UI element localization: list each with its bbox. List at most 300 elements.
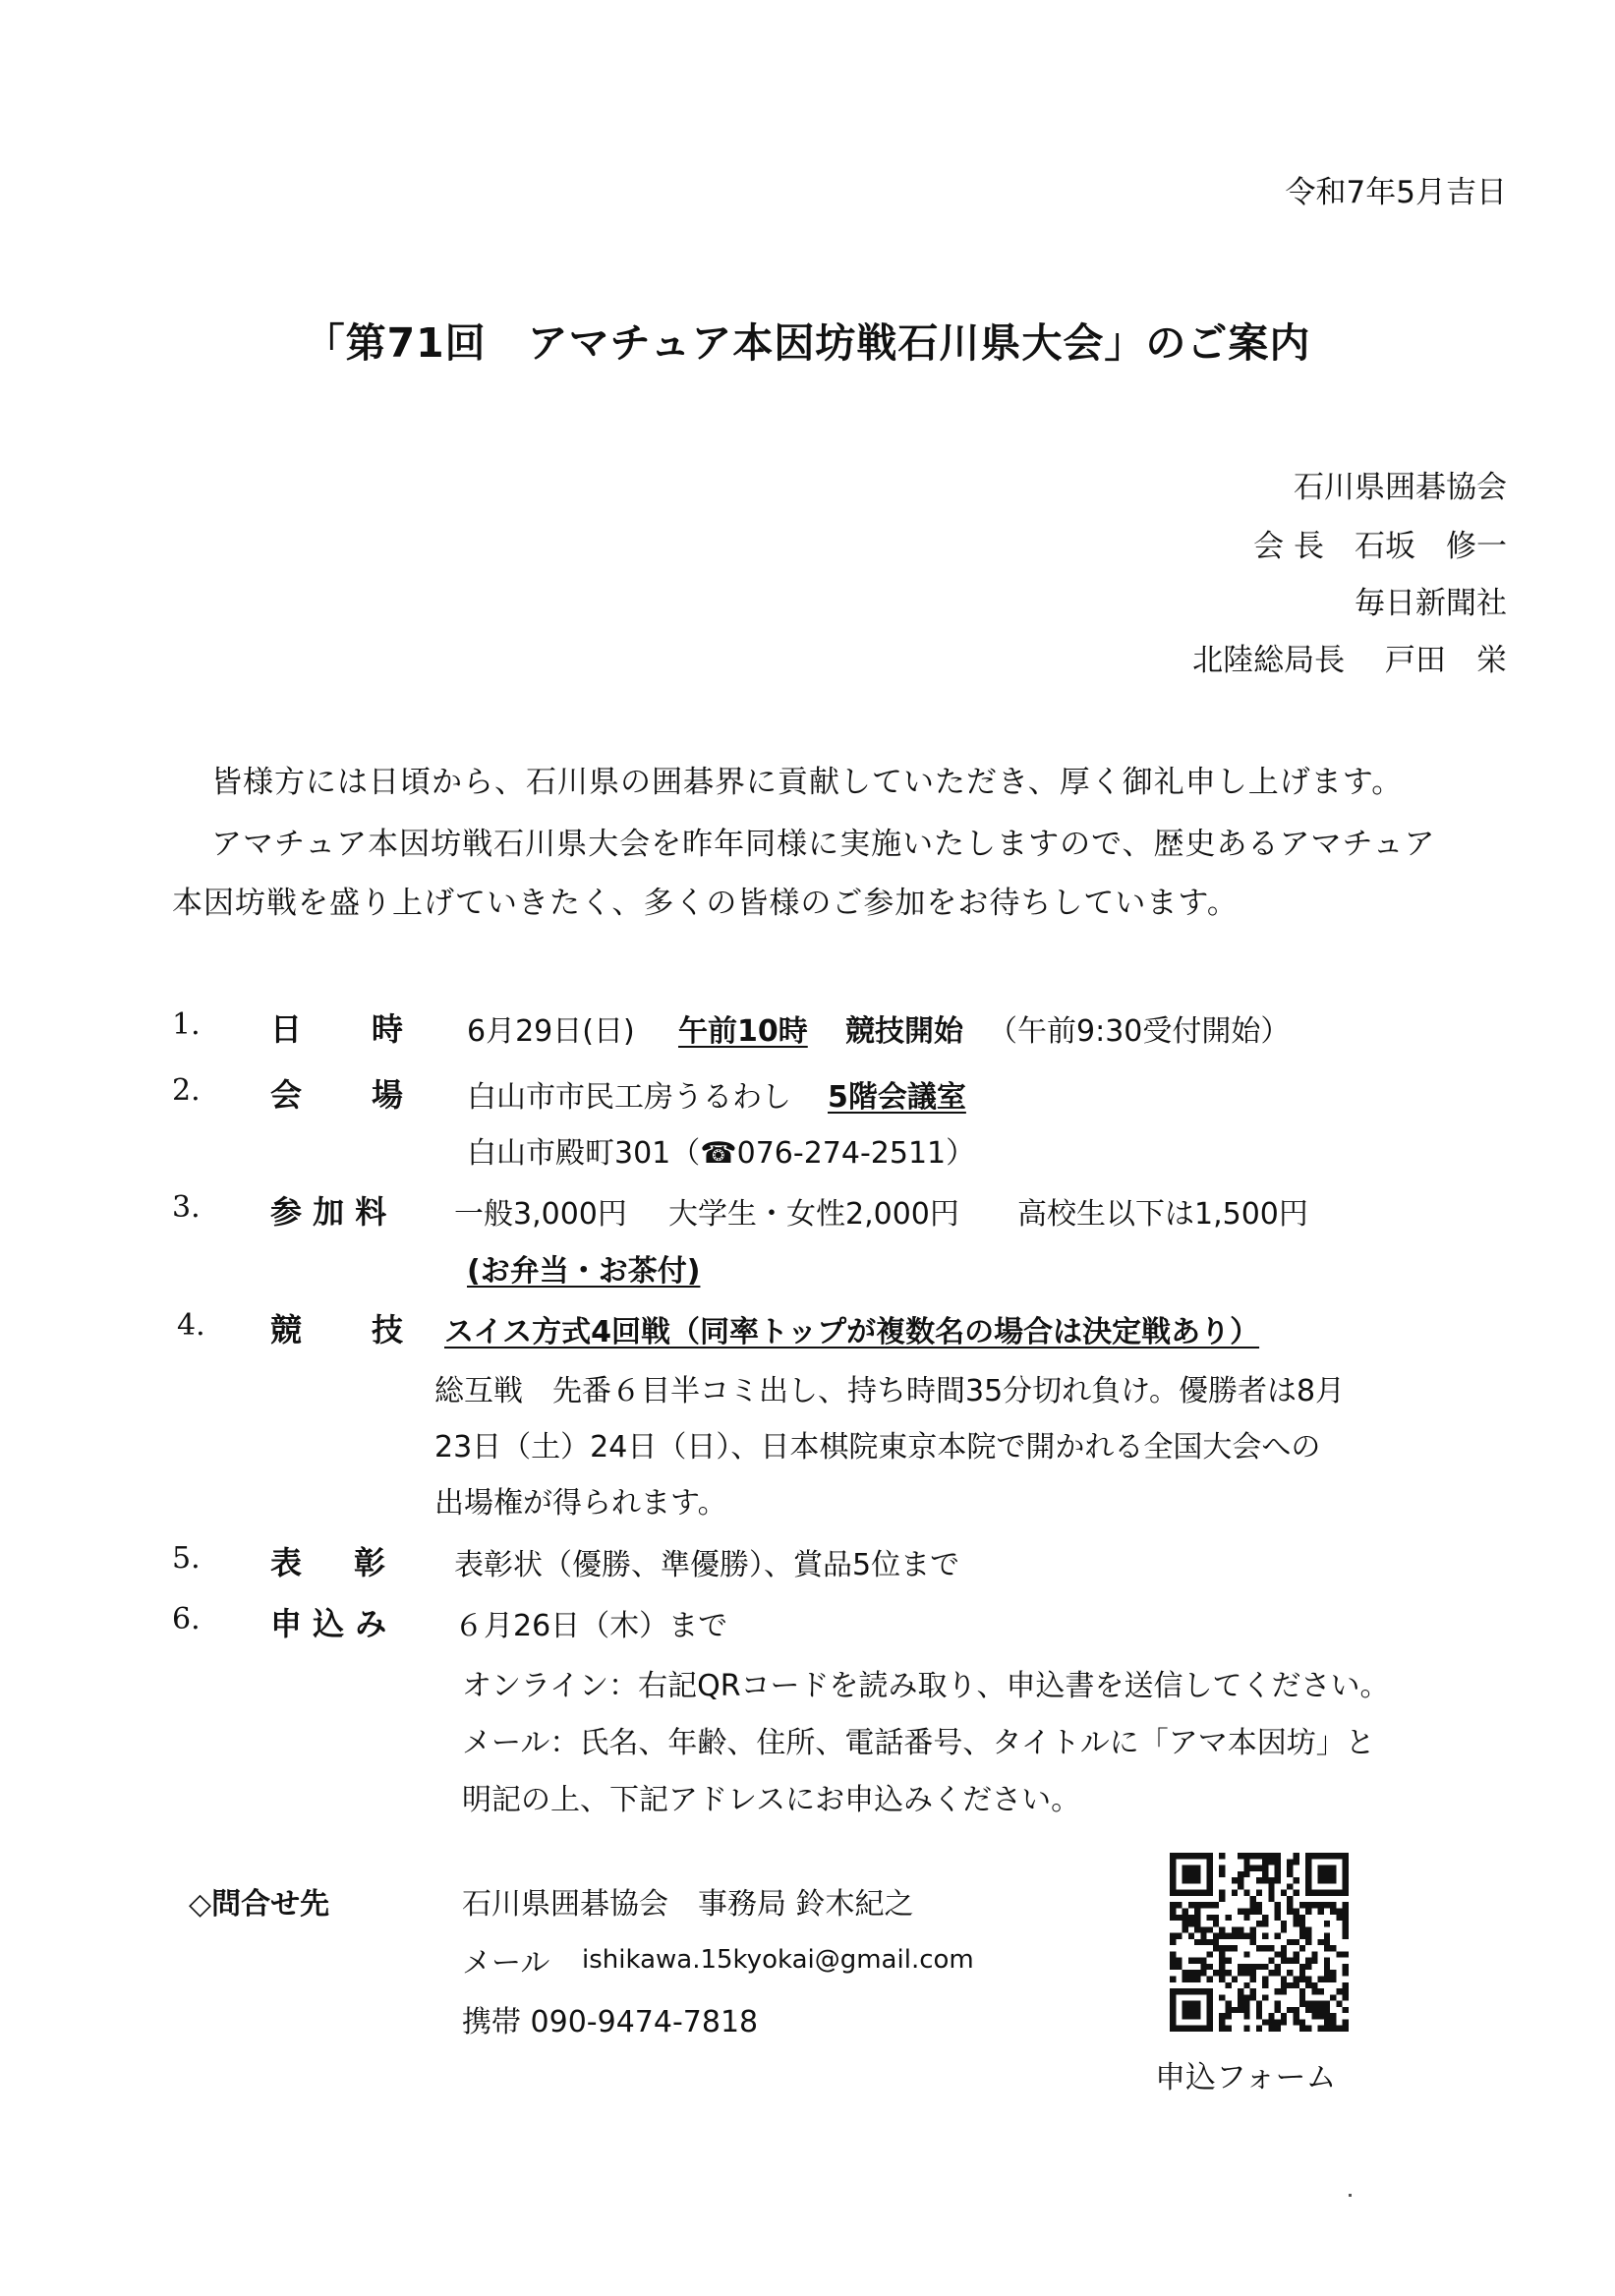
qr-module	[1194, 1921, 1200, 1926]
qr-module	[1243, 2007, 1249, 2013]
qr-module	[1243, 2026, 1249, 2032]
item-label-award-2: 彰	[354, 1544, 386, 1581]
qr-module	[1194, 1977, 1200, 1982]
qr-module	[1275, 1902, 1281, 1908]
qr-module	[1200, 1933, 1206, 1939]
qr-module	[1294, 1939, 1299, 1945]
qr-module	[1275, 1933, 1281, 1939]
qr-module	[1250, 1896, 1256, 1902]
start-time: 午前10時	[678, 1014, 808, 1049]
qr-module	[1305, 2007, 1311, 2013]
qr-module	[1343, 2026, 1349, 2032]
qr-module	[1318, 2001, 1324, 2007]
qr-module	[1294, 1982, 1299, 1988]
qr-module	[1176, 1915, 1182, 1921]
qr-module	[1262, 1933, 1268, 1939]
qr-module	[1232, 1933, 1238, 1939]
qr-module	[1262, 1859, 1268, 1865]
item-number-6: 6.	[172, 1602, 201, 1636]
qr-module	[1343, 1988, 1349, 1994]
qr-module	[1194, 1970, 1200, 1976]
qr-module	[1256, 2001, 1262, 2007]
qr-module	[1238, 2001, 1243, 2007]
qr-module	[1275, 1970, 1281, 1976]
qr-module	[1262, 1964, 1268, 1970]
qr-module	[1182, 1921, 1188, 1926]
qr-module	[1336, 1908, 1342, 1914]
qr-module	[1219, 1853, 1225, 1859]
scan-speck	[1349, 2194, 1352, 2197]
item-label-date-1: 日	[270, 1010, 303, 1048]
qr-module	[1287, 1896, 1293, 1902]
qr-module	[1299, 1915, 1305, 1921]
qr-module	[1311, 1988, 1317, 1994]
qr-module	[1330, 1908, 1336, 1914]
qr-module	[1318, 2007, 1324, 2013]
qr-module	[1275, 2019, 1281, 2025]
qr-module	[1256, 1921, 1262, 1926]
qr-module	[1250, 1970, 1256, 1976]
qr-module	[1299, 1921, 1305, 1926]
item-label-game-2: 技	[372, 1311, 404, 1349]
qr-module	[1256, 1853, 1262, 1859]
qr-module	[1343, 1994, 1349, 2000]
award-text: 表彰状（優勝、準優勝）、賞品5位まで	[454, 1548, 960, 1582]
qr-module	[1305, 2001, 1311, 2007]
qr-module	[1318, 1977, 1324, 1982]
qr-module	[1243, 1915, 1249, 1921]
document-title: 「第71回 アマチュア本因坊戦石川県大会」のご案内	[304, 319, 1311, 367]
qr-module	[1281, 2019, 1287, 2025]
item-label-apply: 申 込 み	[270, 1605, 387, 1642]
qr-module	[1188, 1933, 1194, 1939]
qr-module	[1219, 1896, 1225, 1902]
venue-room: 5階会議室	[828, 1080, 966, 1115]
qr-finder-top-left	[1170, 1853, 1213, 1896]
qr-module	[1275, 1871, 1281, 1877]
qr-module	[1287, 1939, 1293, 1945]
qr-module	[1238, 1988, 1243, 1994]
item-number-5: 5.	[172, 1541, 201, 1576]
qr-module	[1225, 2013, 1231, 2019]
qr-module	[1330, 2013, 1336, 2019]
qr-module	[1232, 2007, 1238, 2013]
qr-module	[1275, 1877, 1281, 1883]
qr-module	[1219, 1933, 1225, 1939]
qr-module	[1188, 1977, 1194, 1982]
contact-org: 石川県囲碁協会 事務局 鈴木紀之	[462, 1887, 914, 1922]
qr-module	[1336, 1988, 1342, 1994]
qr-module	[1268, 2019, 1274, 2025]
qr-module	[1281, 1977, 1287, 1982]
game-rule-line-2: 23日（土）24日（日）、日本棋院東京本院で開かれる全国大会への	[434, 1430, 1321, 1464]
qr-module	[1262, 1866, 1268, 1871]
qr-finder-bottom-left	[1170, 1988, 1213, 2032]
qr-module	[1311, 2001, 1317, 2007]
qr-module	[1294, 1853, 1299, 1859]
qr-module	[1262, 1945, 1268, 1951]
qr-module	[1330, 1945, 1336, 1951]
qr-module	[1256, 2013, 1262, 2019]
qr-module	[1176, 1964, 1182, 1970]
qr-module	[1243, 1866, 1249, 1871]
qr-module	[1194, 1926, 1200, 1932]
qr-module	[1207, 1902, 1213, 1908]
qr-module	[1294, 1951, 1299, 1957]
item-label-award-1: 表	[270, 1544, 303, 1581]
event-day: 6月29日(日)	[467, 1014, 635, 1049]
qr-module	[1281, 1945, 1287, 1951]
contact-email[interactable]: ishikawa.15kyokai@gmail.com	[582, 1945, 974, 1975]
qr-module	[1238, 1994, 1243, 2000]
qr-module	[1299, 1926, 1305, 1932]
qr-module	[1268, 1958, 1274, 1964]
qr-module	[1305, 2026, 1311, 2032]
qr-module	[1324, 2001, 1330, 2007]
qr-module	[1275, 1866, 1281, 1871]
qr-module	[1305, 1964, 1311, 1970]
start-label: 競技開始	[845, 1014, 963, 1049]
qr-module	[1281, 1988, 1287, 1994]
apply-online: オンライン：右記QRコードを読み取り、申込書を送信してください。	[462, 1669, 1390, 1703]
qr-module	[1294, 1921, 1299, 1926]
reception-time: （午前9:30受付開始）	[988, 1014, 1291, 1049]
qr-module	[1305, 1958, 1311, 1964]
qr-module	[1330, 1994, 1336, 2000]
qr-module	[1343, 1951, 1349, 1957]
qr-module	[1238, 2007, 1243, 2013]
qr-module	[1225, 2026, 1231, 2032]
qr-module	[1281, 1982, 1287, 1988]
qr-module	[1256, 2026, 1262, 2032]
item-label-venue-2: 場	[372, 1076, 404, 1114]
qr-module	[1275, 2026, 1281, 2032]
qr-module	[1294, 1890, 1299, 1896]
qr-module	[1299, 2026, 1305, 2032]
qr-module	[1287, 1982, 1293, 1988]
qr-module	[1281, 1890, 1287, 1896]
qr-module	[1250, 1908, 1256, 1914]
qr-module	[1243, 1982, 1249, 1988]
qr-module	[1176, 1958, 1182, 1964]
qr-module	[1299, 1964, 1305, 1970]
qr-module	[1225, 1970, 1231, 1976]
qr-module	[1219, 1890, 1225, 1896]
qr-module	[1294, 1915, 1299, 1921]
qr-module	[1232, 1890, 1238, 1896]
qr-module	[1343, 1933, 1349, 1939]
qr-module	[1305, 1902, 1311, 1908]
qr-module	[1170, 1908, 1176, 1914]
qr-module	[1268, 2013, 1274, 2019]
qr-module	[1250, 1902, 1256, 1908]
qr-module	[1343, 1908, 1349, 1914]
qr-module	[1194, 1902, 1200, 1908]
qr-module	[1275, 1964, 1281, 1970]
qr-module	[1318, 1988, 1324, 1994]
qr-module	[1250, 1939, 1256, 1945]
qr-module	[1305, 1939, 1311, 1945]
qr-module	[1243, 1994, 1249, 2000]
qr-module	[1343, 1970, 1349, 1976]
sender-president: 会 長 石坂 修一	[1253, 529, 1507, 564]
qr-module	[1299, 1945, 1305, 1951]
qr-module	[1213, 1939, 1219, 1945]
qr-module	[1324, 1939, 1330, 1945]
qr-module	[1311, 1982, 1317, 1988]
qr-module	[1200, 1964, 1206, 1970]
qr-module	[1336, 1951, 1342, 1957]
game-rule-line-1: 総互戦 先番６目半コミ出し、持ち時間35分切れ負け。優勝者は8月	[434, 1374, 1346, 1408]
qr-module	[1343, 1964, 1349, 1970]
qr-module	[1238, 1926, 1243, 1932]
qr-module	[1299, 2001, 1305, 2007]
qr-module	[1343, 2019, 1349, 2025]
qr-module	[1268, 1853, 1274, 1859]
qr-module	[1305, 1977, 1311, 1982]
qr-module	[1294, 2013, 1299, 2019]
qr-module	[1256, 1902, 1262, 1908]
qr-module	[1305, 1982, 1311, 1988]
qr-module	[1262, 1915, 1268, 1921]
qr-module	[1324, 2013, 1330, 2019]
qr-module	[1170, 1951, 1176, 1957]
contact-heading: ◇問合せ先	[189, 1887, 330, 1922]
qr-module	[1238, 1853, 1243, 1859]
qr-module	[1200, 1939, 1206, 1945]
qr-module	[1207, 1977, 1213, 1982]
qr-module	[1330, 2019, 1336, 2025]
qr-module	[1275, 1988, 1281, 1994]
qr-module	[1225, 2001, 1231, 2007]
intro-line-2: アマチュア本因坊戦石川県大会を昨年同様に実施いたしますので、歴史あるアマチュア	[211, 827, 1436, 862]
qr-module	[1262, 1853, 1268, 1859]
qr-module	[1305, 1933, 1311, 1939]
qr-module	[1200, 1958, 1206, 1964]
fee-general: 一般3,000円	[454, 1197, 627, 1232]
qr-module	[1299, 1977, 1305, 1982]
qr-module	[1238, 1871, 1243, 1877]
qr-module	[1219, 1977, 1225, 1982]
sender-org-newspaper: 毎日新聞社	[1355, 586, 1507, 621]
sender-bureau-chief: 北陸総局長 戸田 栄	[1192, 643, 1507, 678]
qr-module	[1275, 1908, 1281, 1914]
qr-module	[1207, 1926, 1213, 1932]
qr-module	[1318, 1908, 1324, 1914]
qr-module	[1219, 2026, 1225, 2032]
qr-module	[1294, 2007, 1299, 2013]
qr-module	[1287, 1908, 1293, 1914]
qr-module	[1176, 1902, 1182, 1908]
qr-module	[1262, 1994, 1268, 2000]
qr-module	[1268, 1970, 1274, 1976]
venue-address: 白山市殿町301（☎076-274-2511）	[467, 1136, 976, 1171]
qr-module	[1170, 1977, 1176, 1982]
sender-org-go-association: 石川県囲碁協会	[1294, 470, 1507, 505]
qr-module	[1219, 1964, 1225, 1970]
qr-module	[1243, 1933, 1249, 1939]
qr-module	[1324, 1977, 1330, 1982]
qr-module	[1262, 1982, 1268, 1988]
qr-module	[1336, 1915, 1342, 1921]
qr-module	[1250, 1994, 1256, 2000]
item-number-4: 4.	[177, 1308, 205, 1343]
item-label-fee: 参 加 料	[270, 1193, 387, 1231]
qr-module	[1225, 2007, 1231, 2013]
qr-module	[1330, 1902, 1336, 1908]
qr-module	[1207, 1939, 1213, 1945]
qr-module	[1250, 1926, 1256, 1932]
qr-finder-top-right	[1305, 1853, 1349, 1896]
qr-module	[1275, 1859, 1281, 1865]
qr-module	[1232, 1877, 1238, 1883]
qr-module	[1262, 1921, 1268, 1926]
document-date: 令和7年5月吉日	[1285, 175, 1507, 210]
qr-module	[1250, 1988, 1256, 1994]
qr-module	[1324, 2019, 1330, 2025]
qr-module	[1287, 1883, 1293, 1889]
qr-module	[1213, 1902, 1219, 1908]
game-rule-line-3: 出場権が得られます。	[434, 1486, 727, 1521]
qr-module	[1311, 1958, 1317, 1964]
qr-module	[1324, 1945, 1330, 1951]
qr-module	[1200, 1902, 1206, 1908]
qr-module	[1182, 1926, 1188, 1932]
qr-module	[1238, 1970, 1243, 1976]
qr-module	[1207, 1964, 1213, 1970]
qr-module	[1275, 1853, 1281, 1859]
qr-module	[1243, 1890, 1249, 1896]
qr-module	[1213, 1945, 1219, 1951]
qr-module	[1250, 1853, 1256, 1859]
qr-module	[1287, 1970, 1293, 1976]
qr-module	[1287, 1902, 1293, 1908]
qr-module	[1343, 2007, 1349, 2013]
qr-module	[1256, 1964, 1262, 1970]
qr-module	[1188, 1921, 1194, 1926]
qr-module	[1268, 1890, 1274, 1896]
qr-module	[1311, 2007, 1317, 2013]
qr-module	[1324, 1921, 1330, 1926]
qr-code[interactable]	[1170, 1853, 1349, 2032]
qr-module	[1343, 1902, 1349, 1908]
qr-module	[1268, 2026, 1274, 2032]
qr-module	[1305, 1908, 1311, 1914]
qr-module	[1324, 2007, 1330, 2013]
qr-module	[1311, 1951, 1317, 1957]
qr-module	[1275, 1915, 1281, 1921]
qr-module	[1219, 1994, 1225, 2000]
item-label-venue-1: 会	[270, 1076, 303, 1114]
qr-module	[1170, 1902, 1176, 1908]
qr-module	[1287, 1958, 1293, 1964]
qr-module	[1219, 1926, 1225, 1932]
qr-module	[1287, 1871, 1293, 1877]
qr-module	[1324, 1958, 1330, 1964]
qr-module	[1275, 2007, 1281, 2013]
qr-module	[1294, 1859, 1299, 1865]
qr-module	[1238, 1908, 1243, 1914]
qr-module	[1268, 1945, 1274, 1951]
qr-module	[1194, 1939, 1200, 1945]
qr-module	[1299, 1970, 1305, 1976]
qr-caption: 申込フォーム	[1155, 2060, 1337, 2095]
qr-module	[1243, 1951, 1249, 1957]
fee-note: (お弁当・お茶付)	[467, 1254, 701, 1289]
qr-module	[1343, 1982, 1349, 1988]
intro-line-1: 皆様方には日頃から、石川県の囲碁界に貢献していただき、厚く御礼申し上げます。	[211, 765, 1404, 800]
qr-module	[1219, 1958, 1225, 1964]
qr-module	[1219, 1871, 1225, 1877]
qr-module	[1250, 1964, 1256, 1970]
qr-module	[1200, 1970, 1206, 1976]
qr-module	[1343, 1926, 1349, 1932]
qr-module	[1232, 1977, 1238, 1982]
qr-module	[1324, 1933, 1330, 1939]
qr-module	[1299, 1994, 1305, 2000]
qr-module	[1268, 1859, 1274, 1865]
qr-module	[1318, 2013, 1324, 2019]
qr-module	[1262, 2019, 1268, 2025]
qr-module	[1232, 1945, 1238, 1951]
item-number-1: 1.	[172, 1007, 201, 1042]
qr-module	[1287, 2007, 1293, 2013]
apply-mail-line-1: メール：氏名、年齢、住所、電話番号、タイトルに「アマ本因坊」と	[462, 1726, 1375, 1760]
contact-email-label: メール	[462, 1946, 550, 1980]
qr-module	[1213, 1921, 1219, 1926]
qr-module	[1311, 2013, 1317, 2019]
qr-module	[1238, 1964, 1243, 1970]
qr-module	[1188, 1902, 1194, 1908]
qr-module	[1238, 1933, 1243, 1939]
qr-module	[1225, 1958, 1231, 1964]
qr-module	[1238, 1877, 1243, 1883]
qr-module	[1268, 1883, 1274, 1889]
qr-module	[1256, 1945, 1262, 1951]
qr-module	[1287, 1859, 1293, 1865]
item-number-2: 2.	[172, 1073, 201, 1108]
qr-module	[1219, 1951, 1225, 1957]
qr-module	[1188, 1915, 1194, 1921]
qr-module	[1343, 1921, 1349, 1926]
qr-module	[1219, 2019, 1225, 2025]
qr-module	[1275, 1951, 1281, 1957]
qr-module	[1200, 1926, 1206, 1932]
intro-line-3: 本因坊戦を盛り上げていきたく、多くの皆様のご参加をお待ちしています。	[172, 886, 1239, 921]
qr-module	[1256, 2007, 1262, 2013]
qr-module	[1330, 2026, 1336, 2032]
qr-module	[1243, 1964, 1249, 1970]
qr-module	[1299, 1988, 1305, 1994]
qr-module	[1256, 1877, 1262, 1883]
qr-module	[1294, 1977, 1299, 1982]
qr-module	[1256, 1890, 1262, 1896]
qr-module	[1219, 1970, 1225, 1976]
qr-module	[1294, 1908, 1299, 1914]
qr-module	[1243, 1908, 1249, 1914]
qr-module	[1243, 2001, 1249, 2007]
qr-module	[1176, 1933, 1182, 1939]
qr-module	[1243, 1859, 1249, 1865]
qr-module	[1225, 1982, 1231, 1988]
qr-module	[1294, 2019, 1299, 2025]
game-format: スイス方式4回戦（同率トップが複数名の場合は決定戦あり）	[444, 1315, 1260, 1349]
qr-module	[1243, 1853, 1249, 1859]
qr-module	[1330, 1970, 1336, 1976]
qr-module	[1330, 1977, 1336, 1982]
qr-module	[1294, 1877, 1299, 1883]
qr-module	[1207, 1951, 1213, 1957]
